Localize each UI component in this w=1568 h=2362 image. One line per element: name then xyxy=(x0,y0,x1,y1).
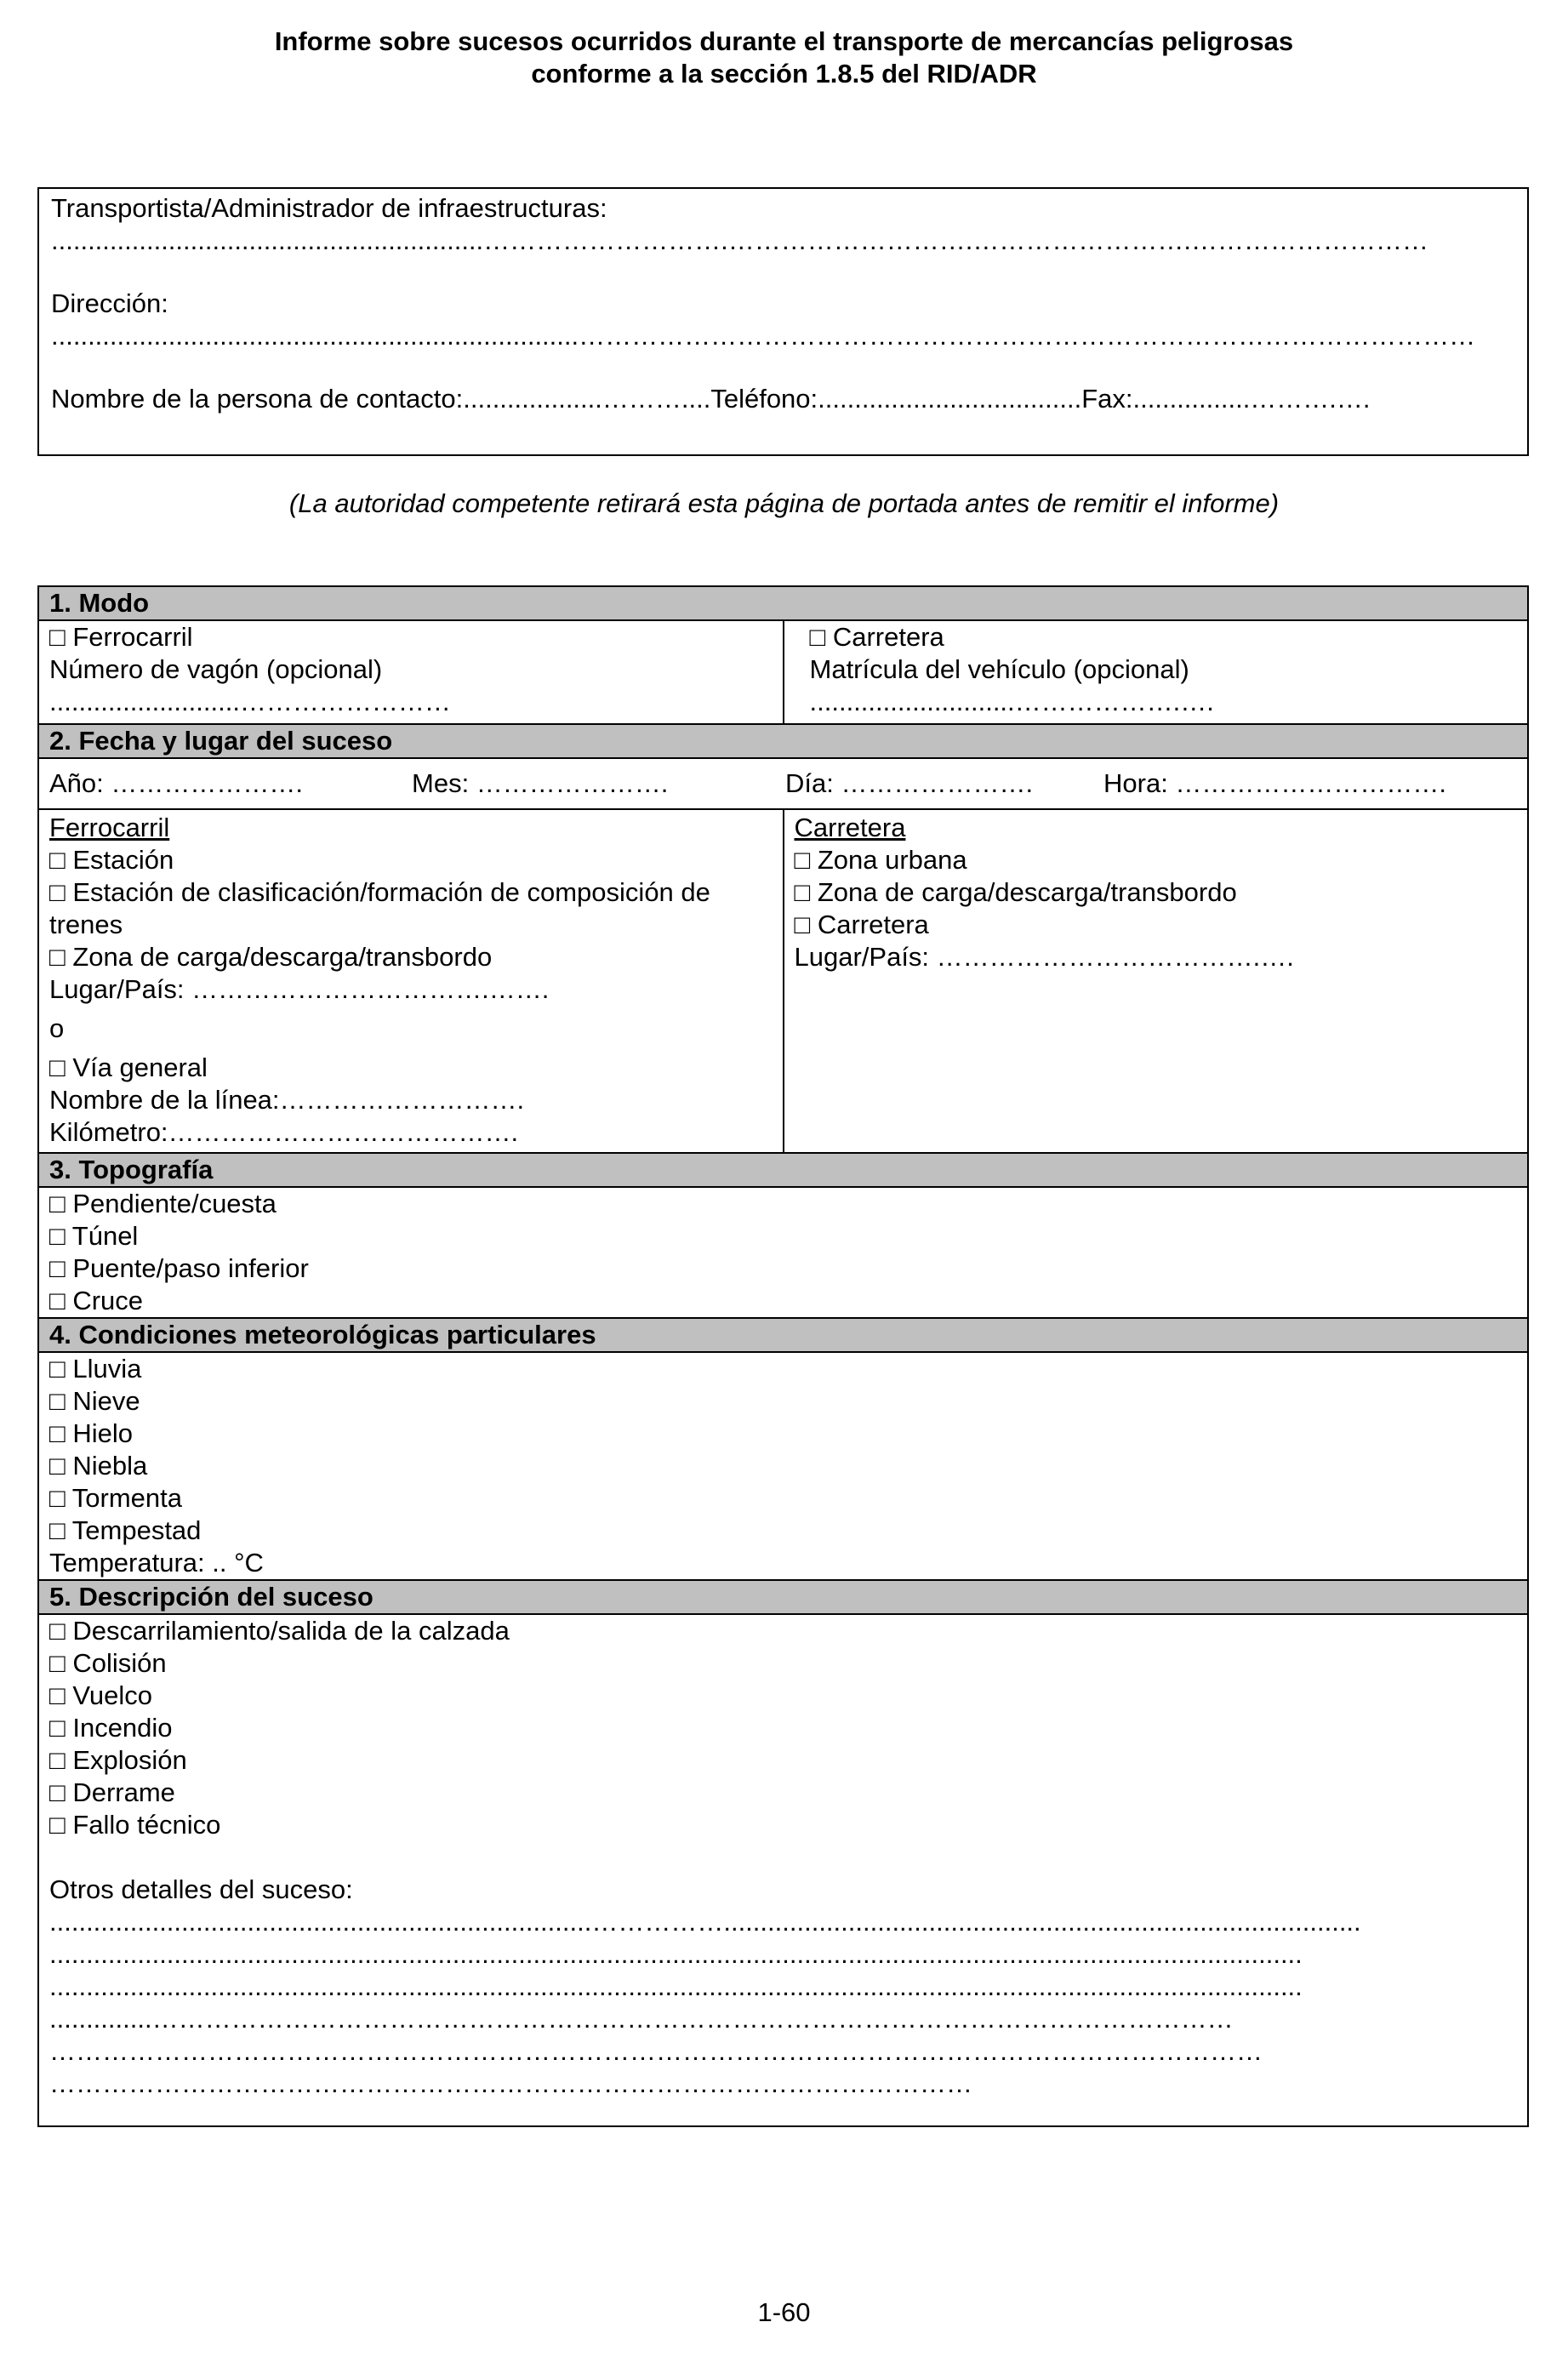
event-fire-checkbox[interactable]: □ Incendio xyxy=(49,1713,173,1743)
weather-thunderstorm-checkbox[interactable]: □ Tormenta xyxy=(49,1483,182,1513)
event-technical-failure-checkbox[interactable]: □ Fallo técnico xyxy=(49,1810,221,1840)
rail-location-loading-checkbox[interactable]: □ Zona de carga/descarga/transbordo xyxy=(49,942,493,972)
wagon-number-label: Número de vagón (opcional) xyxy=(49,654,383,684)
weather-rain-checkbox[interactable]: □ Lluvia xyxy=(49,1354,142,1384)
weather-fog-checkbox[interactable]: □ Niebla xyxy=(49,1451,148,1481)
event-explosion-checkbox[interactable]: □ Explosión xyxy=(49,1745,187,1775)
road-location-loading-checkbox[interactable]: □ Zona de carga/descarga/transbordo xyxy=(794,877,1237,907)
date-time-row xyxy=(39,759,1527,808)
contact-phone-fax-field[interactable]: Nombre de la persona de contacto:...................………....Teléfono:....................................Fax:................……….…. xyxy=(51,384,1371,414)
day-field[interactable]: Día: …………………. xyxy=(785,768,1034,798)
topography-slope-checkbox[interactable]: □ Pendiente/cuesta xyxy=(49,1189,277,1218)
address-label: Dirección: xyxy=(51,288,168,318)
section-2-header: 2. Fecha y lugar del suceso xyxy=(38,724,1528,758)
cover-note: (La autoridad competente retirará esta página de portada antes de remitir el informe) xyxy=(288,488,1280,518)
road-location-title: Carretera xyxy=(794,813,906,842)
or-separator: o xyxy=(49,1013,65,1043)
line-name-field[interactable]: Nombre de la línea:………………………. xyxy=(49,1085,525,1115)
section-4-header: 4. Condiciones meteorológicas particulares xyxy=(38,1318,1528,1352)
page-number: 1-60 xyxy=(757,2297,811,2327)
road-location-urban-checkbox[interactable]: □ Zona urbana xyxy=(794,845,967,875)
topography-tunnel-checkbox[interactable]: □ Túnel xyxy=(49,1221,139,1251)
vehicle-plate-field[interactable]: ............................……………….…. xyxy=(809,687,1214,716)
document-title xyxy=(0,26,1568,90)
weather-storm-checkbox[interactable]: □ Tempestad xyxy=(49,1515,202,1545)
event-overturn-checkbox[interactable]: □ Vuelco xyxy=(49,1680,152,1710)
kilometer-field[interactable]: Kilómetro:…………………………………. xyxy=(49,1117,519,1147)
rail-location-yard-checkbox[interactable]: □ Estación de clasificación/formación de composición de trenes xyxy=(49,877,710,939)
other-details-line[interactable]: …………………………………………………………………………………………… xyxy=(49,2068,972,2098)
rail-place-country-field[interactable]: Lugar/País: …………………………….……. xyxy=(49,974,550,1004)
section-3-header: 3. Topografía xyxy=(38,1153,1528,1187)
address-field[interactable]: ........................................................................………………………………………………………………………………………… xyxy=(51,321,1476,351)
road-mode-checkbox[interactable]: □ Carretera xyxy=(809,622,944,652)
carrier-label: Transportista/Administrador de infraestructuras: xyxy=(51,193,607,223)
year-field[interactable]: Año: …………………. xyxy=(49,768,303,798)
rail-location-title: Ferrocarril xyxy=(49,813,170,842)
other-details-line[interactable]: ........................................................................................................................................................................... xyxy=(49,1939,1303,1969)
rail-mode-checkbox[interactable]: □ Ferrocarril xyxy=(49,622,193,652)
title-line-2: conforme a la sección 1.8.5 del RID/ADR xyxy=(531,59,1037,88)
other-details-line[interactable]: ………………………………………………………………………………………………………………………… xyxy=(49,2036,1263,2066)
wagon-number-field[interactable]: ..........................…………………… xyxy=(49,687,451,716)
event-derailment-checkbox[interactable]: □ Descarrilamiento/salida de la calzada xyxy=(49,1616,510,1646)
topography-bridge-checkbox[interactable]: □ Puente/paso inferior xyxy=(49,1253,309,1283)
event-spill-checkbox[interactable]: □ Derrame xyxy=(49,1777,175,1807)
vehicle-plate-label: Matrícula del vehículo (opcional) xyxy=(809,654,1189,684)
title-line-1: Informe sobre sucesos ocurridos durante el transporte de mercancías peligrosas xyxy=(274,26,1294,56)
section-1-header: 1. Modo xyxy=(38,586,1528,620)
hour-field[interactable]: Hora: …………………………. xyxy=(1103,768,1447,798)
road-location-road-checkbox[interactable]: □ Carretera xyxy=(794,910,929,939)
weather-snow-checkbox[interactable]: □ Nieve xyxy=(49,1386,140,1416)
cover-box xyxy=(37,187,1529,456)
other-details-label: Otros detalles del suceso: xyxy=(49,1874,353,1904)
month-field[interactable]: Mes: …………………. xyxy=(412,768,669,798)
carrier-field[interactable]: ...........................................................……………………….……………………….…………………….……………………… xyxy=(51,225,1428,255)
topography-crossing-checkbox[interactable]: □ Cruce xyxy=(49,1286,144,1315)
report-form xyxy=(37,585,1529,2127)
weather-ice-checkbox[interactable]: □ Hielo xyxy=(49,1418,133,1448)
rail-location-station-checkbox[interactable]: □ Estación xyxy=(49,845,174,875)
other-details-line[interactable]: ..........................................................................……………....................................................................................... xyxy=(49,1907,1361,1937)
rail-main-track-checkbox[interactable]: □ Vía general xyxy=(49,1053,208,1082)
section-5-header: 5. Descripción del suceso xyxy=(38,1580,1528,1614)
road-place-country-field[interactable]: Lugar/País: ……………………………….…. xyxy=(794,942,1294,972)
event-collision-checkbox[interactable]: □ Colisión xyxy=(49,1648,167,1678)
other-details-line[interactable]: ........................................................................................................................................................................... xyxy=(49,1971,1303,2001)
temperature-field[interactable]: Temperatura: .. °C xyxy=(49,1548,264,1578)
other-details-line[interactable]: ..............…………………………………………………………………………………………………………… xyxy=(49,2004,1234,2034)
